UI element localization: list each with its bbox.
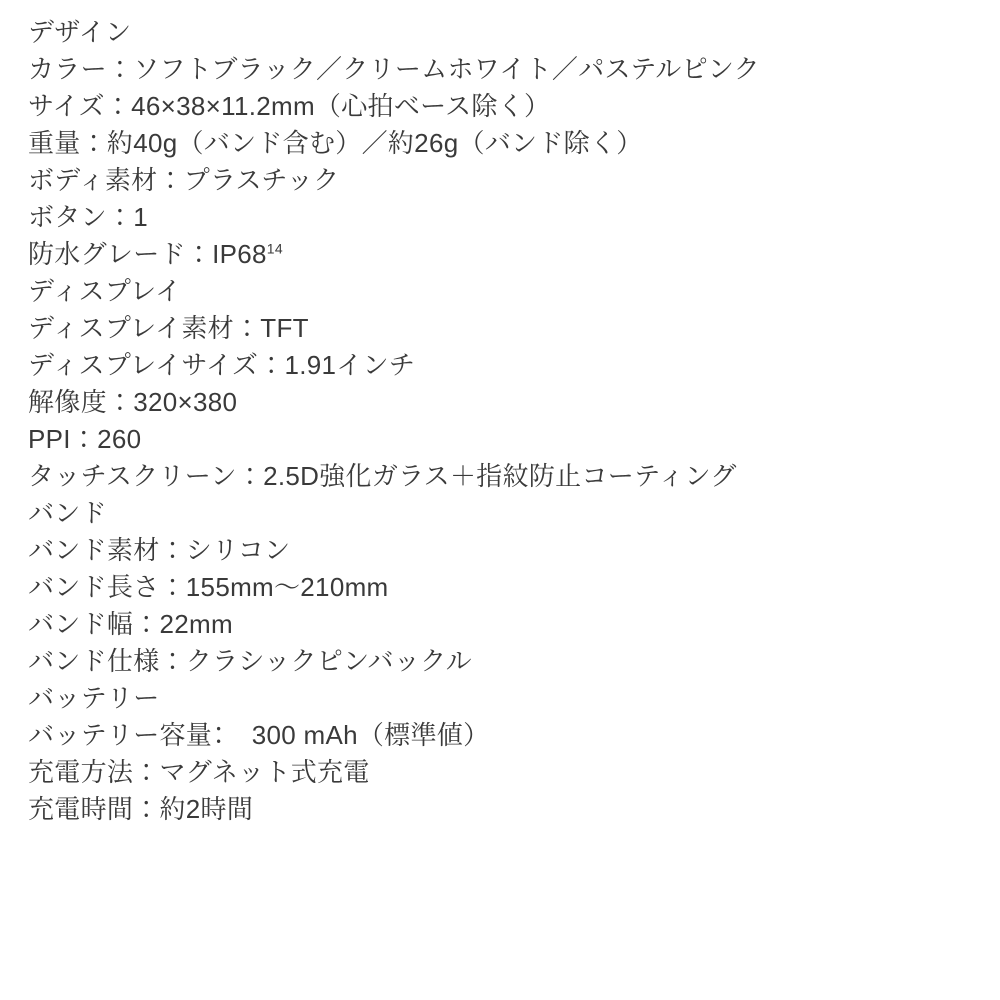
spec-line: カラー：ソフトブラック／クリームホワイト／パステルピンク	[28, 54, 760, 84]
spec-section-heading: デザイン	[28, 17, 132, 47]
spec-section-heading: ディスプレイ	[28, 276, 182, 306]
spec-line: バンド幅：22mm	[28, 609, 233, 639]
spec-line: ボタン：1	[28, 202, 148, 232]
spec-section-heading: バッテリー	[28, 683, 160, 713]
spec-section-heading: バンド	[28, 498, 107, 528]
spec-line: バッテリー容量： 300 mAh（標準値）	[28, 720, 490, 750]
spec-line: バンド素材：シリコン	[28, 535, 291, 565]
spec-line: 充電時間：約2時間	[28, 794, 254, 824]
footnote-superscript: 14	[266, 240, 283, 257]
spec-line: 充電方法：マグネット式充電	[28, 757, 370, 787]
spec-line: バンド仕様：クラシックピンバックル	[28, 646, 472, 676]
spec-line: 解像度：320×380	[28, 387, 238, 417]
spec-line: ディスプレイサイズ：1.91インチ	[28, 350, 416, 380]
spec-line: 防水グレード：$IP68^{14}$	[28, 239, 283, 269]
spec-line: バンド長さ：155mm～210mm	[28, 572, 389, 602]
spec-line: タッチスクリーン：2.5D強化ガラス＋指紋防止コーティング	[28, 461, 737, 491]
spec-line: PPI：260	[28, 424, 142, 454]
spec-line: 重量：約40g（バンド含む）／約26g（バンド除く）	[28, 128, 643, 158]
spec-line: ディスプレイ素材：TFT	[28, 313, 309, 343]
spec-line: ボディ素材：プラスチック	[28, 165, 340, 195]
spec-line: サイズ：46×38×11.2mm（心拍ベース除く）	[28, 91, 551, 121]
